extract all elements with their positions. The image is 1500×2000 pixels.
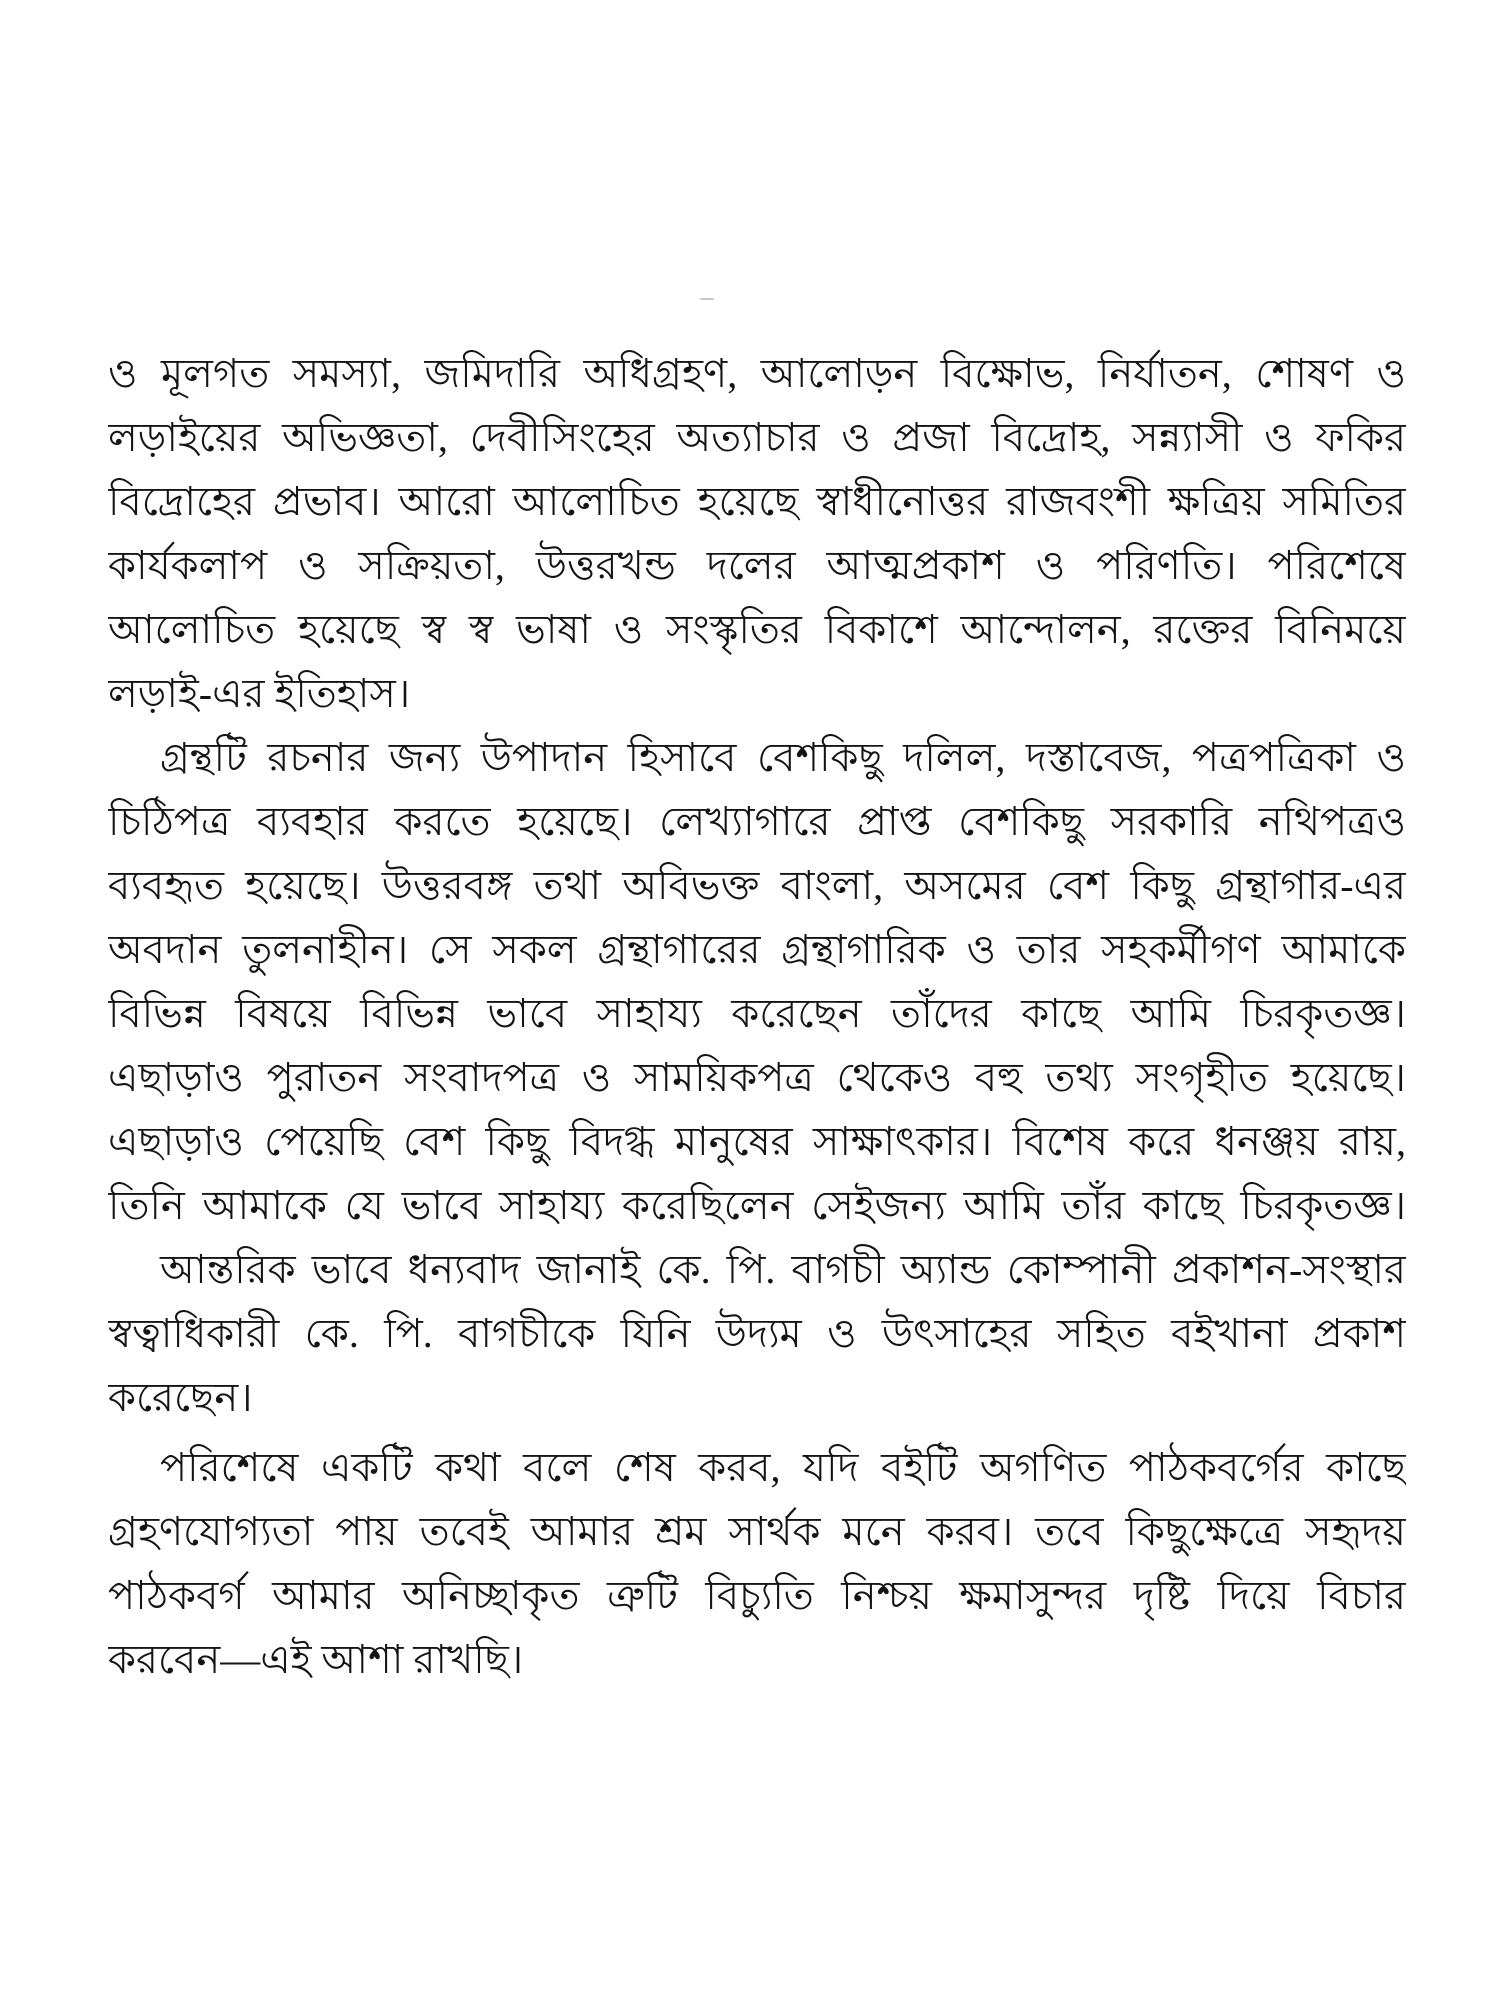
text-line: চিঠিপত্র ব্যবহার করতে হয়েছে। লেখ্যাগারে প্রাপ্ত বেশকিছু সরকারি নথিপত্রও: [108, 799, 1406, 844]
text-line: গ্রন্থটি রচনার জন্য উপাদান হিসাবে বেশকিছু দলিল, দস্তাবেজ, পত্রপত্রিকা ও: [160, 735, 1406, 780]
text-line: আন্তরিক ভাবে ধন্যবাদ জানাই কে. পি. বাগচী অ্যান্ড কোম্পানী প্রকাশন-সংস্থার: [160, 1247, 1406, 1292]
text-line: বিভিন্ন বিষয়ে বিভিন্ন ভাবে সাহায্য করেছেন তাঁদের কাছে আমি চিরকৃতজ্ঞ।: [108, 991, 1406, 1036]
text-line: এছাড়াও পুরাতন সংবাদপত্র ও সাময়িকপত্র থেকেও বহু তথ্য সংগৃহীত হয়েছে।: [108, 1055, 1406, 1100]
text-line: করবেন—এই আশা রাখছি।: [108, 1637, 524, 1682]
paragraph-3: [108, 1238, 1406, 1430]
text-line: ও মূলগত সমস্যা, জমিদারি অধিগ্রহণ, আলোড়ন বিক্ষোভ, নির্যাতন, শোষণ ও: [108, 351, 1406, 396]
text-line: পাঠকবর্গ আমার অনিচ্ছাকৃত ত্রুটি বিচ্যুতি নিশ্চয় ক্ষমাসুন্দর দৃষ্টি দিয়ে বিচার: [108, 1573, 1406, 1618]
text-line: কার্যকলাপ ও সক্রিয়তা, উত্তরখন্ড দলের আত্মপ্রকাশ ও পরিণতি। পরিশেষে: [108, 543, 1406, 588]
text-line: আলোচিত হয়েছে স্ব স্ব ভাষা ও সংস্কৃতির বিকাশে আন্দোলন, রক্তের বিনিময়ে: [108, 607, 1406, 652]
text-line: স্বত্বাধিকারী কে. পি. বাগচীকে যিনি উদ্যম ও উৎসাহের সহিত বইখানা প্রকাশ: [108, 1311, 1406, 1356]
paragraph-2: [108, 726, 1406, 1238]
body-text: [108, 342, 1406, 1692]
text-line: লড়াইয়ের অভিজ্ঞতা, দেবীসিংহের অত্যাচার ও প্রজা বিদ্রোহ, সন্ন্যাসী ও ফকির: [108, 415, 1406, 460]
text-line: করেছেন।: [108, 1375, 253, 1420]
text-line: পরিশেষে একটি কথা বলে শেষ করব, যদি বইটি অগণিত পাঠকবর্গের কাছে: [160, 1445, 1406, 1490]
text-line: লড়াই-এর ইতিহাস।: [108, 671, 411, 716]
scan-speck: [700, 298, 714, 300]
text-line: এছাড়াও পেয়েছি বেশ কিছু বিদগ্ধ মানুষের সাক্ষাৎকার। বিশেষ করে ধনঞ্জয় রায়,: [108, 1119, 1406, 1164]
text-line: গ্রহণযোগ্যতা পায় তবেই আমার শ্রম সার্থক মনে করব। তবে কিছুক্ষেত্রে সহৃদয়: [108, 1509, 1406, 1554]
paragraph-4: [108, 1436, 1406, 1692]
text-line: অবদান তুলনাহীন। সে সকল গ্রন্থাগারের গ্রন্থাগারিক ও তার সহকর্মীগণ আমাকে: [108, 927, 1406, 972]
paragraph-1: [108, 342, 1406, 726]
text-line: বিদ্রোহের প্রভাব। আরো আলোচিত হয়েছে স্বাধীনোত্তর রাজবংশী ক্ষত্রিয় সমিতির: [108, 479, 1406, 524]
text-line: তিনি আমাকে যে ভাবে সাহায্য করেছিলেন সেইজন্য আমি তাঁর কাছে চিরকৃতজ্ঞ।: [108, 1183, 1406, 1228]
text-line: ব্যবহৃত হয়েছে। উত্তরবঙ্গ তথা অবিভক্ত বাংলা, অসমের বেশ কিছু গ্রন্থাগার-এর: [108, 863, 1406, 908]
